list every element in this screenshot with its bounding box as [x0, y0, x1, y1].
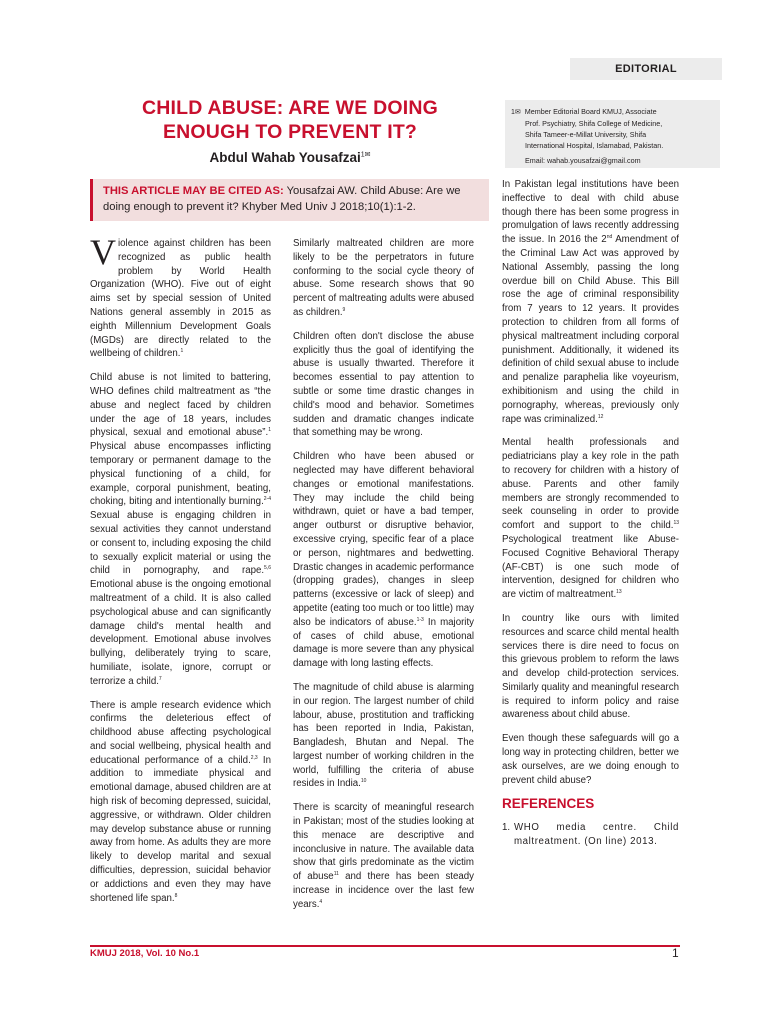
- author-marks: 1✉: [360, 151, 371, 159]
- column-1: [90, 232, 271, 915]
- column-2: [293, 237, 474, 922]
- paragraph-conclusion: Even though these safeguards will go a long way in protecting children, better we ask ourselves, are we doing enough to prevent child abuse?: [502, 733, 679, 786]
- affiliation-line-3: Shifa Tameer-e-Millat University, Shifa: [525, 130, 647, 139]
- affiliation-box: [505, 100, 720, 168]
- paragraph-magnitude: The magnitude of child abuse is alarming in our region. The largest number of child labour, abuse, prostitution and trafficking has been reported in India, Pakistan, Bangladesh, Bhutan and Nepal. The largest number of working children in the world, fulfilling the criteria of abuse resides in India.$^{10}$: [293, 681, 474, 790]
- paragraph-research: There is ample research evidence which confirms the deleterious effect of childhood abuse affecting psychological and social wellbeing, physical health and educational performance of a child.$^{2,3}$ In addition to immediate physical and emotional damage, abused children are at high risk of becoming depressed, suicidal, aggressive, or withdrawn. Older children may develop substance abuse or running away from home. As adults they are more likely to develop marital and sexual difficulties, depression, suicidal behavior or addictions and even they may have shortened life span.$^8$: [90, 699, 271, 904]
- citation-lead: THIS ARTICLE MAY BE CITED AS:: [103, 185, 284, 197]
- footer-journal: KMUJ 2018, Vol. 10 No.1: [90, 948, 200, 959]
- reference-item: [502, 821, 679, 849]
- footer-rule: [90, 945, 680, 947]
- title-line-2: ENOUGH TO PREVENT IT?: [162, 121, 418, 143]
- envelope-icon: 1✉: [511, 109, 521, 116]
- citation-box: [90, 179, 489, 221]
- paragraph-disclosure: Children often don't disclose the abuse explicitly thus the goal of identifying the abuse is usually thwarted. Therefore it becomes essential to pay attention to subtle or some time drastic changes in child's mood and behavior. Sometimes sudden and dramatic changes indicate that something may be wrong.: [293, 330, 474, 439]
- affiliation-email[interactable]: Email: wahab.yousafzai@gmail.com: [525, 156, 641, 165]
- title-line-1: CHILD ABUSE: ARE WE DOING: [141, 97, 439, 119]
- article-title: [90, 96, 490, 144]
- column-3: [502, 178, 679, 849]
- paragraph-resources: In country like ours with limited resources and scarce child mental health services there is dire need to focus on this grievous problem to reform the laws and develop child-protection services. Similarly quality and meaningful research is required to inform policy and raise awareness about child abuse.: [502, 612, 679, 721]
- reference-number: 1.: [502, 822, 511, 834]
- paragraph-definitions: Child abuse is not limited to battering, WHO defines child maltreatment as “the abuse and neglect faced by children under the age of 18 years, includes physical, sexual and emotional abuse”.$^1$ Physical abuse encompasses inflicting temporary or permanent damage to the physical functioning of a child, for example, corporal punishment, beating, choking, biting and intentionally burning.$^{2-4}$ Sexual abuse is engaging children in sexual activities they cannot understand or consent to, including exposing the child to sexually explicit material or using the child in pornography, and rape.$^{5,6}$ Emotional abuse is the ongoing emotional maltreatment of a child. It is also called psychological abuse and can significantly damage child's mental health and development. Emotional abuse involves bullying, deliberately trying to scare, humiliate, isolate, ignore, corrupt or terrorize a child.$^7$: [90, 372, 271, 687]
- affiliation-line-4: International Hospital, Islamabad, Pakistan.: [525, 141, 664, 150]
- paragraph-signs: Children who have been abused or neglected may have different behavioral changes or emotional manifestations. They may include the child being withdrawn, quiet or have a bad temper, anger outburst or disruptive behavior, excessive crying, specific fear of a place or person, nightmares and bedwetting. Drastic changes in academic performance (dropping grades), changes in sleep patterns (excessive or lack of sleep) and appetite (eating too much or too little) may also be indicators of abuse.$^{1-3}$ In majority of cases of child abuse, emotional damage is more severe than any physical damage with long lasting effects.: [293, 451, 474, 670]
- section-label: EDITORIAL: [570, 58, 722, 80]
- paragraph-treatment: Mental health professionals and pediatricians play a key role in the path to recovery for children with a history of abuse. Parents and other family members are strongly recommended to seek counseling in order to provide comfort and support to the child.$^{13}$ Psychological treatment like Abuse-Focused Cognitive Behavioral Therapy (AF-CBT) is one such mode of intervention, designed for children who are victim of maltreatment.$^{13}$: [502, 437, 679, 601]
- citation-body: Yousafzai AW. Child Abuse: Are we doing enough to prevent it? Khyber Med Univ J 2018;10(1):1-2.: [103, 185, 461, 213]
- page-number: 1: [672, 946, 679, 960]
- paragraph-scarcity: There is scarcity of meaningful research in Pakistan; most of the studies looking at this menace are descriptive and inconclusive in nature. The available data show that girls predominate as the victim of abuse$^{11}$ and there has been steady increase in incidence over the last few years.$^4$: [293, 802, 474, 910]
- references-heading: REFERENCES: [502, 796, 595, 812]
- paragraph-legal: In Pakistan legal institutions have been ineffective to deal with child abuse though there has been some progress in promulgation of laws recently addressing the issue. In 2016 the 2nd Amendment of the Criminal Law Act was approved by National Assembly, passing the long overdue bill on Child Abuse. This Bill rose the age of criminal responsibility from 7 years to 12 years. It provides protection to children from all forms of physical maltreatment including corporal punishment. Additionally, it widened its definition of child sexual abuse to include and penalize paraphelia like voyeurism, exhibitionism and using the child in pornography, whereas, previously only rape was criminalized.$^{12}$: [502, 179, 679, 425]
- paragraph-intro: Violence against children has been recognized as public health problem by World Health Organization (WHO). Five out of eight aims set by special session of United Nations general assembly in 2015 as eighth Millennium Development Goals (MGDs) are directly related to the wellbeing of children.$^1$: [90, 232, 271, 360]
- paragraph-cycle: Similarly maltreated children are more likely to be the perpetrators in future conforming to the social cycle theory of abuse. Some research shows that 90 percent of maltreating adults were abused as children.$^9$: [293, 238, 474, 318]
- drop-cap: V: [90, 232, 116, 272]
- reference-text: WHO media centre. Child maltreatment. (On line) 2013.: [514, 822, 679, 848]
- author-text: Abdul Wahab Yousafzai: [209, 150, 361, 165]
- author-name: [150, 150, 430, 165]
- affiliation-line-2: Prof. Psychiatry, Shifa College of Medicine,: [525, 119, 663, 128]
- affiliation-line-1: 1✉ Member Editorial Board KMUJ, Associate: [511, 107, 657, 116]
- citation-text: [103, 183, 481, 215]
